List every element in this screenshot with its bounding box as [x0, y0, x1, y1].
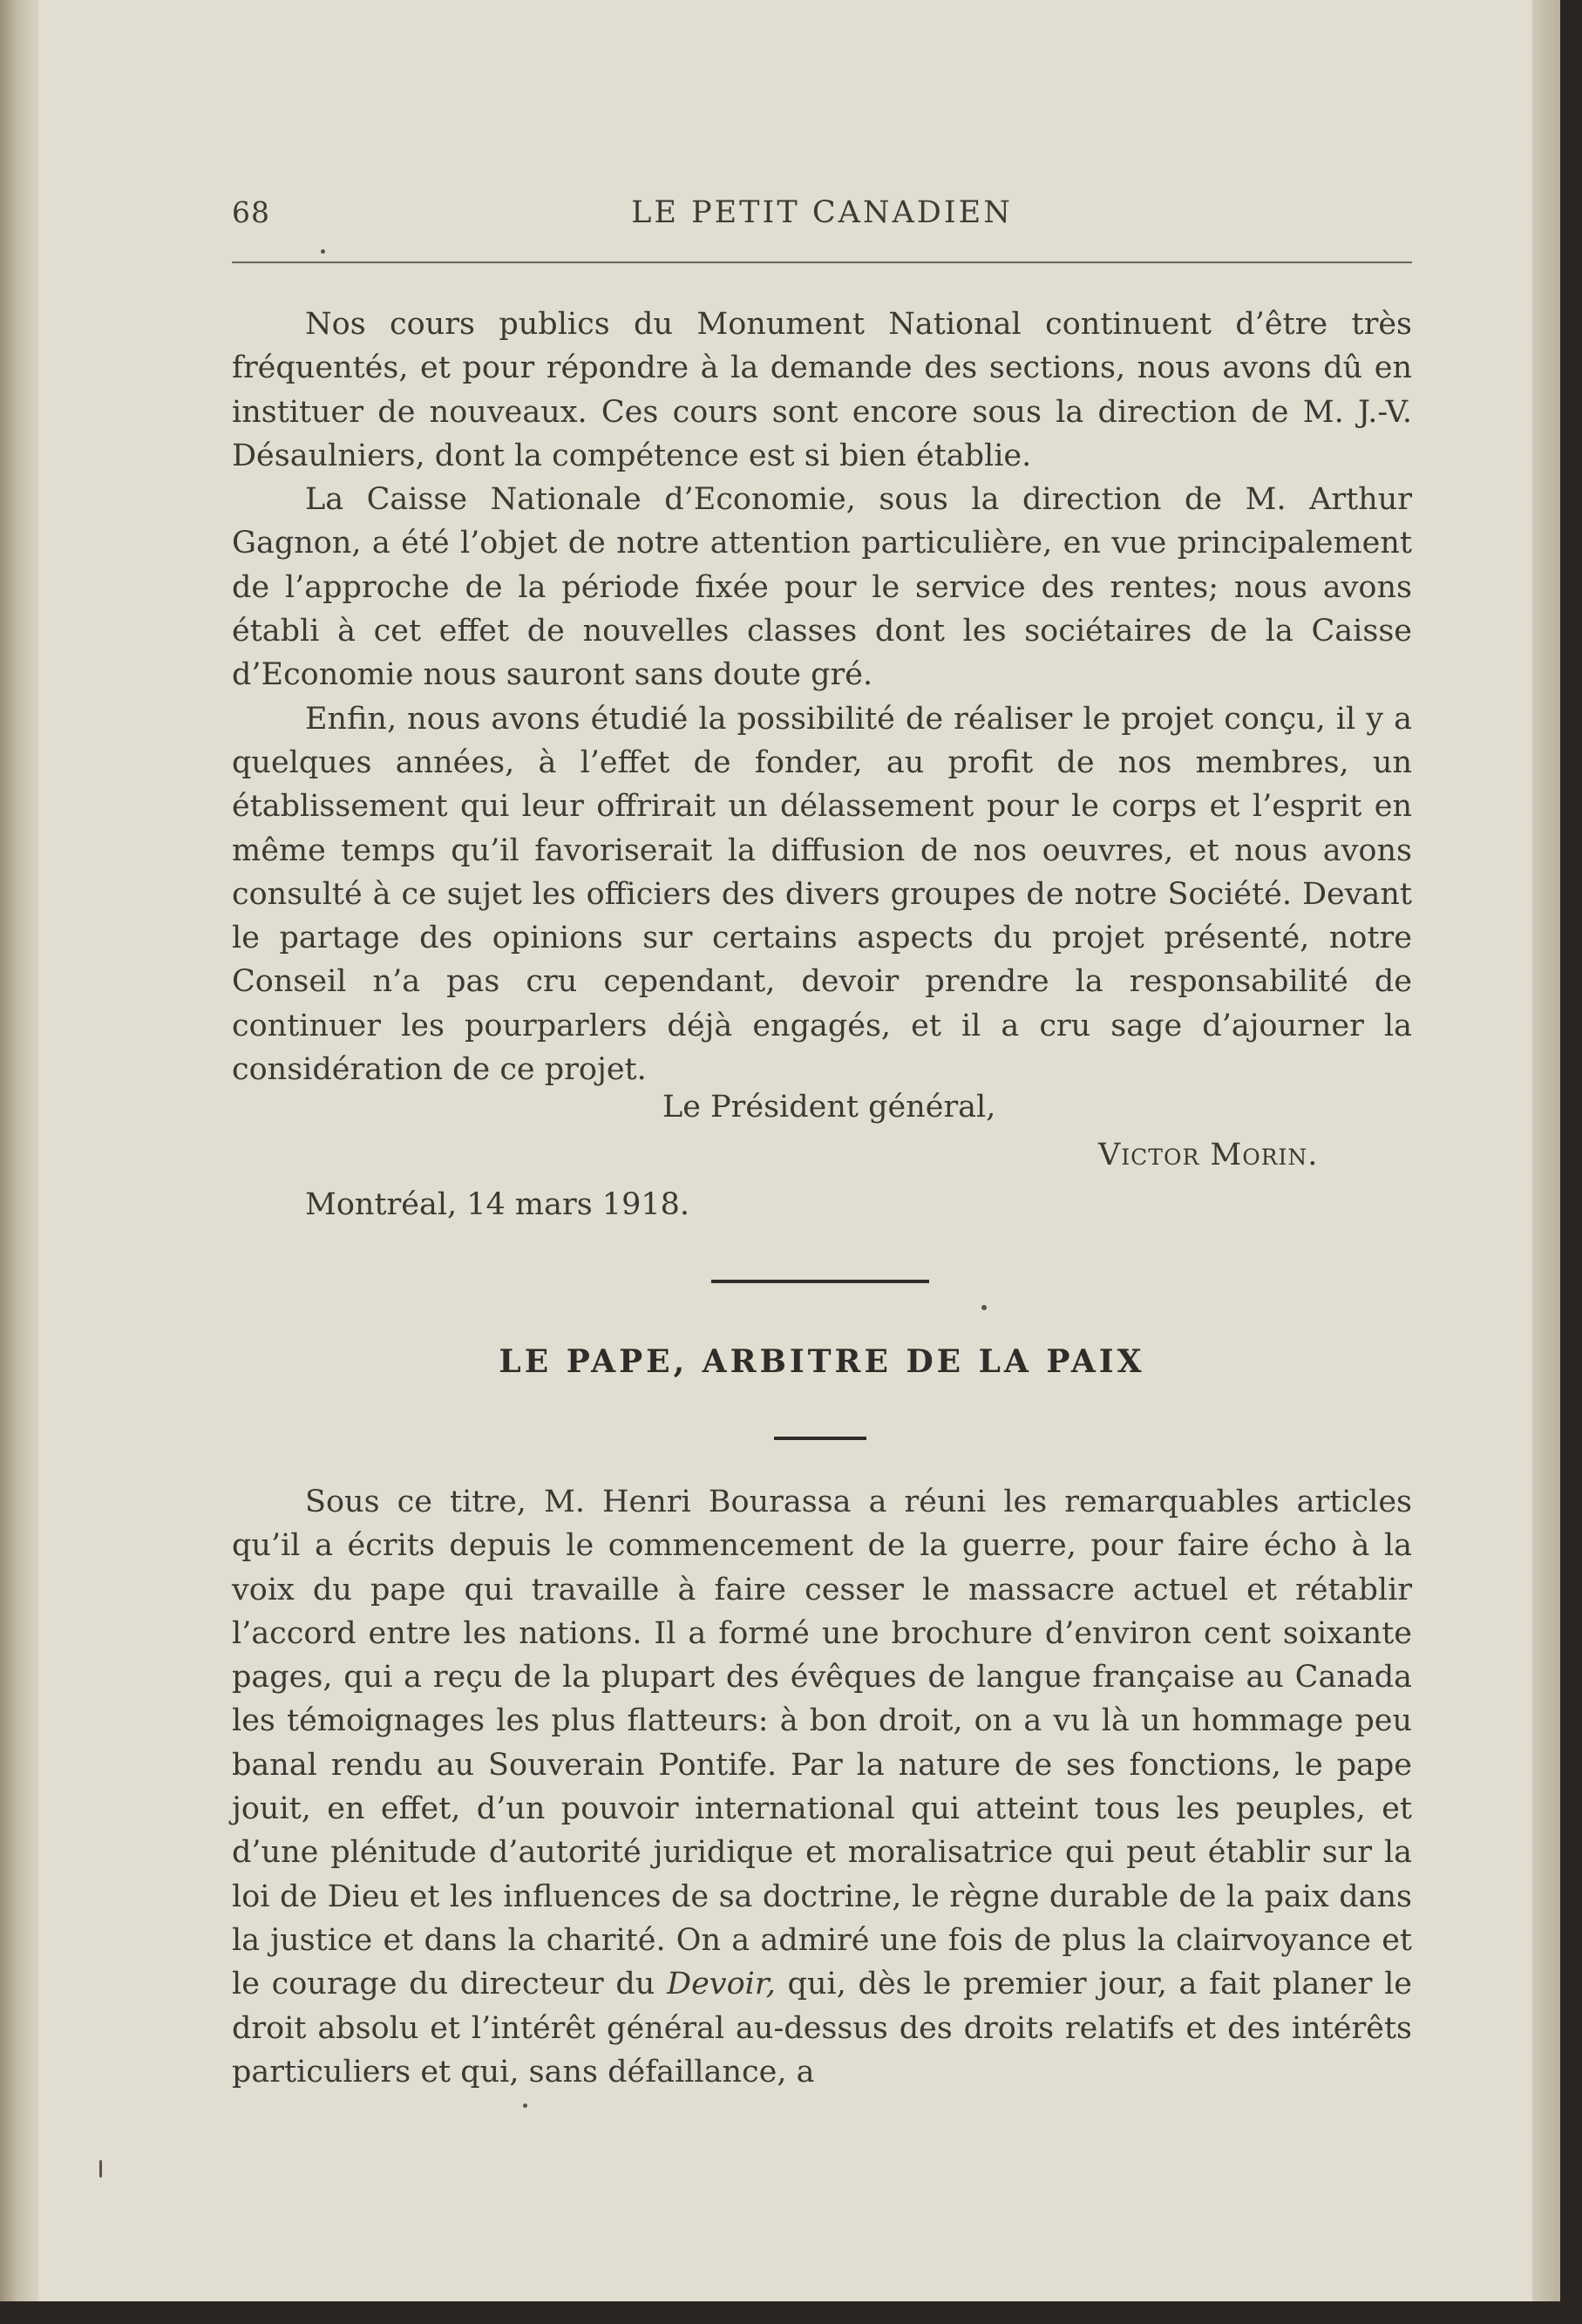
signoff-name: Victor Morin.: [1098, 1138, 1319, 1172]
running-head-title: LE PETIT CANADIEN: [631, 195, 1013, 230]
signoff-title: Le Président général,: [662, 1090, 996, 1125]
article-paragraph: [232, 1480, 1412, 2094]
article-title: LE PAPE, ARBITRE DE LA PAIX: [499, 1343, 1145, 1380]
running-head: [232, 195, 1412, 239]
page-edge: [1532, 0, 1560, 2301]
article-text: [232, 1480, 1412, 2094]
article-paragraph-tail: qui, dès le premier jour, a fait planer le droit absolu et l’intérêt général au-dessus des droits relatifs et des intérêts particuliers et qui, sans défaillance, a: [232, 1967, 1412, 2090]
title-divider: [774, 1437, 866, 1440]
report-paragraph: Enfin, nous avons étudié la possibilité de réaliser le projet conçu, il y a quelques années, à l’effet de fonder, au profit de nos membres, un établissement qui leur offrirait un délassement pour le corps et l’esprit en même temps qu’il favoriserait la diffusion de nos oeuvres, et nous avons consulté à ce sujet les officiers des divers groupes de notre Société. Devant le partage des opinions sur certains aspects du projet présenté, notre Conseil n’a pas cru cependant, devoir prendre la responsabilité de continuer les pourparlers déjà engagés, et il a cru sage d’ajourner la considération de ce projet.: [232, 701, 1412, 1088]
ink-speck: [321, 249, 325, 254]
report-paragraph: Nos cours publics du Monument National continuent d’être très fréquentés, et pour répondre à la demande des sections, nous avons dû en instituer de nouveaux. Ces cours sont encore sous la direction de M. J.-V. Désaulniers, dont la compétence est si bien établie.: [232, 307, 1412, 473]
page-gutter-shadow: [0, 0, 38, 2301]
newspaper-name: Devoir,: [667, 1967, 776, 2002]
report-text: [232, 302, 1412, 1091]
ink-speck: [981, 1305, 987, 1310]
report-paragraph: La Caisse Nationale d’Economie, sous la direction de M. Arthur Gagnon, a été l’objet de notre attention particulière, en vue principalement de l’approche de la période fixée pour le service des rentes; nous avons établi à cet effet de nouvelles classes dont les sociétaires de la Caisse d’Economie nous sauront sans doute gré.: [232, 482, 1412, 693]
section-divider: [711, 1280, 929, 1283]
ink-speck: [523, 2103, 527, 2108]
header-rule: [232, 262, 1412, 263]
ink-speck: [99, 2160, 102, 2178]
article-paragraph-text: Sous ce titre, M. Henri Bourassa a réuni les remarquables articles qu’il a écrits depuis le commencement de la guerre, pour faire écho à la voix du pape qui travaille à faire cesser le massacre actuel et rétablir l’accord entre les nations. Il a formé une brochure d’environ cent soixante pages, qui a reçu de la plupart des évêques de langue française au Canada les témoignages les plus flatteurs: à bon droit, on a vu là un hommage peu banal rendu au Souverain Pontife. Par la nature de ses fonctions, le pape jouit, en effet, d’un pouvoir international qui atteint tous les peuples, et d’une plénitude d’autorité juridique et moralisatrice qui peut établir sur la loi de Dieu et les influences de sa doctrine, le règne durable de la paix dans la justice et dans la charité. On a admiré une fois de plus la clairvoyance et le courage du directeur du: [232, 1485, 1412, 2002]
signoff-date: Montréal, 14 mars 1918.: [305, 1187, 690, 1222]
page-number: 68: [232, 195, 270, 229]
